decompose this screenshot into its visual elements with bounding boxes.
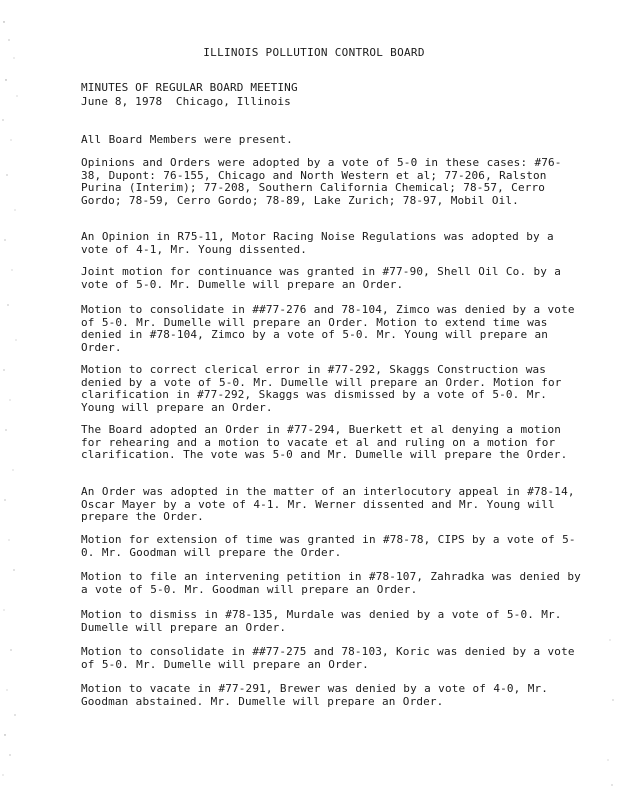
minutes-paragraph: Opinions and Orders were adopted by a vote of 5-0 in these cases: #76-38, Dupont: 76-155, Chicago and North Western et al; 77-206, Ralston Purina (Interim); 77-208, Southern California Chemical; 78-57, Cerro Gordo; 78-59, Cerro Gordo; 78-89, Lake Zurich; 78-97, Mobil Oil. [81, 156, 562, 207]
minutes-paragraph: An Order was adopted in the matter of an interlocutory appeal in #78-14, Oscar Mayer by a vote of 4-1. Mr. Werner dissented and Mr. Young will prepare the Order. [81, 485, 575, 523]
minutes-paragraph: An Opinion in R75-11, Motor Racing Noise Regulations was adopted by a vote of 4-1, Mr. Young dissented. [81, 230, 554, 256]
minutes-paragraph: The Board adopted an Order in #77-294, Buerkett et al denying a motion for rehearing and a motion to vacate et al and ruling on a motion for clarification. The vote was 5-0 and Mr. Dumelle will prepare the Order. [81, 423, 568, 461]
minutes-paragraph: Motion to file an intervening petition in #78-107, Zahradka was denied by a vote of 5-0. Mr. Goodman will prepare an Order. [81, 570, 581, 596]
scan-speckle-left [0, 0, 40, 800]
attendance-paragraph: All Board Members were present. [81, 133, 293, 146]
minutes-paragraph: Motion to dismiss in #78-135, Murdale was denied by a vote of 5-0. Mr. Dumelle will prepare an Order. [81, 608, 562, 634]
document-title: ILLINOIS POLLUTION CONTROL BOARD [203, 46, 425, 59]
scan-speckle-right [598, 0, 618, 800]
minutes-heading: MINUTES OF REGULAR BOARD MEETING [81, 81, 298, 94]
minutes-paragraph: Motion to correct clerical error in #77-292, Skaggs Construction was denied by a vote of 5-0. Mr. Dumelle will prepare an Order. Motion for clarification in #77-292, Skaggs was dismissed by a vote of 5-0. Mr. Young will prepare an Order. [81, 363, 562, 414]
minutes-paragraph: Motion to consolidate in ##77-276 and 78-104, Zimco was denied by a vote of 5-0. Mr. Dumelle will prepare an Order. Motion to extend time was denied in #78-104, Zimco by a vote of 5-0. Mr. Young will prepare an Order. [81, 303, 575, 354]
meeting-date-location: June 8, 1978 Chicago, Illinois [81, 95, 291, 108]
minutes-paragraph: Motion to consolidate in ##77-275 and 78-103, Koric was denied by a vote of 5-0. Mr. Dumelle will prepare an Order. [81, 645, 575, 671]
minutes-paragraph: Joint motion for continuance was granted in #77-90, Shell Oil Co. by a vote of 5-0. Mr. Dumelle will prepare an Order. [81, 265, 562, 291]
minutes-paragraph: Motion for extension of time was granted in #78-78, CIPS by a vote of 5-0. Mr. Goodman will prepare the Order. [81, 533, 576, 559]
minutes-paragraph: Motion to vacate in #77-291, Brewer was denied by a vote of 4-0, Mr. Goodman abstained. Mr. Dumelle will prepare an Order. [81, 682, 549, 708]
